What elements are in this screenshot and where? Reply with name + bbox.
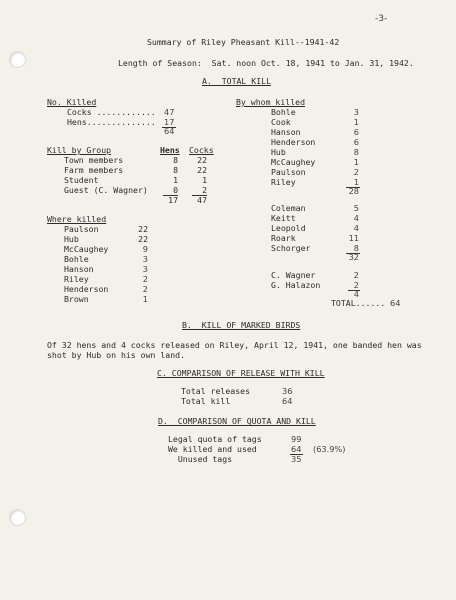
whom-group1-total: 28 (348, 186, 359, 196)
section-c-heading: C. COMPARISON OF RELEASE WITH KILL (157, 368, 325, 378)
where-value: 9 (142, 244, 148, 254)
group-name: Farm members (64, 165, 124, 175)
whom-value: 8 (353, 243, 359, 253)
group-hens: 1 (173, 175, 178, 185)
group-cocks: 22 (197, 155, 207, 165)
punch-hole-top (9, 51, 26, 68)
whom-name: Paulson (271, 167, 306, 177)
whom-value: 8 (353, 147, 359, 157)
where-value: 3 (142, 254, 148, 264)
where-killed-heading: Where killed (47, 214, 107, 224)
hens-label: Hens.............. (67, 117, 156, 127)
no-killed-total: 64 (164, 126, 175, 136)
whom-name: McCaughey (271, 157, 316, 167)
whom-name: Hub (271, 147, 286, 157)
whom-value: 6 (353, 137, 359, 147)
section-b-text-2: shot by Hub on his own land. (47, 350, 186, 360)
group-cocks: 1 (202, 175, 207, 185)
whom-value: 2 (353, 270, 359, 280)
release-value: 36 (282, 386, 293, 396)
where-name: Paulson (64, 224, 99, 234)
group-total-hens: 17 (168, 195, 178, 205)
where-value: 2 (142, 284, 148, 294)
quota-label: Unused tags (168, 454, 233, 464)
whom-value: 4 (353, 223, 359, 233)
whom-value: 5 (353, 203, 359, 213)
where-name: Hanson (64, 264, 94, 274)
no-killed-heading: No. Killed (47, 97, 97, 107)
section-d-heading: D. COMPARISON OF QUOTA AND KILL (158, 416, 316, 426)
col-cocks: Cocks (189, 145, 214, 155)
where-value: 2 (142, 274, 148, 284)
group-name: Town members (64, 155, 124, 165)
where-name: Riley (64, 274, 89, 284)
cocks-label: Cocks ............ (67, 107, 156, 117)
group-hens: 8 (173, 165, 178, 175)
punch-hole-bottom (9, 509, 26, 526)
where-name: Henderson (64, 284, 109, 294)
quota-value: 35 (291, 454, 302, 464)
release-label: Total kill (181, 396, 231, 406)
quota-percent: (63.9%) (313, 444, 346, 454)
whom-name: Coleman (271, 203, 306, 213)
quota-label: We killed and used (168, 444, 257, 454)
group-hens: 8 (173, 155, 178, 165)
where-name: Hub (64, 234, 79, 244)
quota-value: 99 (291, 434, 302, 444)
section-b-heading: B. KILL OF MARKED BIRDS (182, 320, 301, 330)
whom-value: 3 (353, 107, 359, 117)
group-cocks: 2 (202, 185, 207, 195)
whom-name: C. Wagner (271, 270, 316, 280)
whom-name: Leopold (271, 223, 306, 233)
section-a-heading: A. TOTAL KILL (202, 76, 272, 86)
page-title: Summary of Riley Pheasant Kill--1941-42 (147, 37, 340, 47)
by-whom-heading: By whom killed (236, 97, 306, 107)
whom-name: Henderson (271, 137, 316, 147)
whom-value: 4 (353, 213, 359, 223)
whom-value: 2 (353, 280, 359, 290)
whom-value: 1 (353, 117, 359, 127)
kill-by-group-heading: Kill by Group (47, 145, 112, 155)
where-name: Bohle (64, 254, 89, 264)
whom-value: 1 (353, 177, 359, 187)
hens-value: 17 (164, 117, 175, 127)
section-b-text-1: Of 32 hens and 4 cocks released on Riley, April 12, 1941, one banded hen was (47, 340, 422, 350)
group-name: Student (64, 175, 99, 185)
cocks-value: 47 (164, 107, 175, 117)
grand-total-value: 64 (390, 298, 401, 308)
whom-group2-total: 32 (348, 252, 359, 262)
where-name: Brown (64, 294, 89, 304)
whom-value: 1 (353, 157, 359, 167)
group-total-cocks: 47 (197, 195, 207, 205)
whom-value: 2 (353, 167, 359, 177)
whom-value: 6 (353, 127, 359, 137)
group-cocks: 22 (197, 165, 207, 175)
whom-name: Schorger (271, 243, 311, 253)
whom-name: G. Halazon (271, 280, 321, 290)
where-value: 3 (142, 264, 148, 274)
whom-name: Keitt (271, 213, 296, 223)
whom-value: 11 (348, 233, 359, 243)
quota-value: 64 (291, 444, 302, 454)
group-name: Guest (C. Wagner) (64, 185, 148, 195)
where-value: 22 (138, 224, 148, 234)
release-label: Total releases (181, 386, 251, 396)
quota-label: Legal quota of tags (168, 434, 262, 444)
where-value: 1 (142, 294, 148, 304)
whom-name: Bohle (271, 107, 296, 117)
whom-name: Hanson (271, 127, 301, 137)
grand-total-label: TOTAL...... (331, 298, 386, 308)
whom-name: Roark (271, 233, 296, 243)
where-name: McCaughey (64, 244, 109, 254)
whom-group3-total: 4 (353, 289, 359, 299)
whom-name: Cook (271, 117, 291, 127)
page-number: -3- (375, 14, 388, 24)
release-value: 64 (282, 396, 293, 406)
col-hens: Hens (160, 145, 180, 155)
season-line: Length of Season: Sat. noon Oct. 18, 1941 to Jan. 31, 1942. (118, 58, 414, 68)
where-value: 22 (138, 234, 148, 244)
whom-name: Riley (271, 177, 296, 187)
group-hens: 0 (173, 185, 178, 195)
